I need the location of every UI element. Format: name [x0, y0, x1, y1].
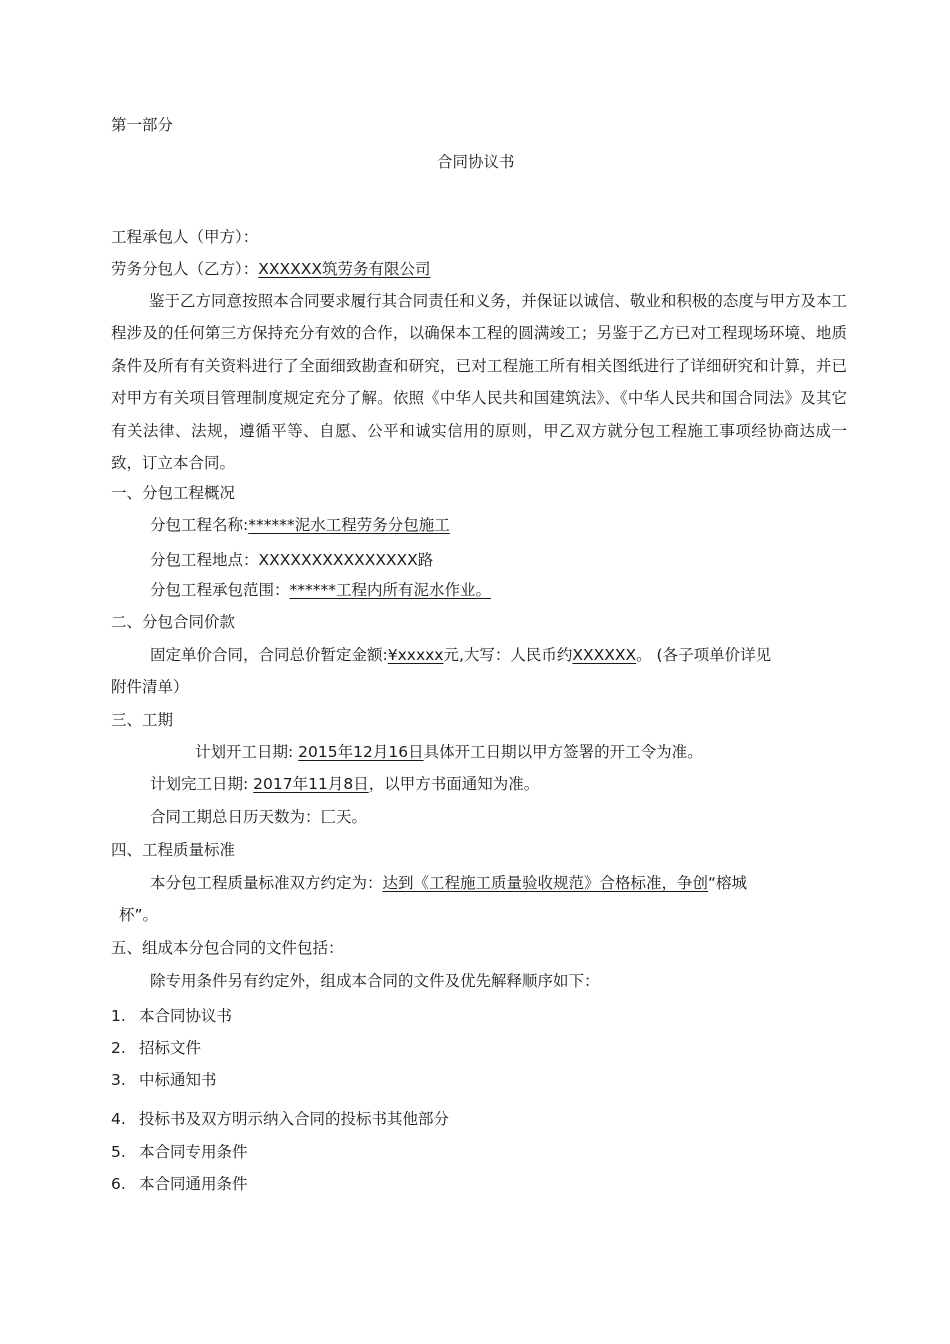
quality-line: [150, 872, 747, 894]
section-5-heading: 五、组成本分包合同的文件包括：: [111, 939, 344, 957]
section-3-heading: 三、工期: [111, 711, 174, 729]
party-b-label: 劳务分包人（乙方）：: [111, 260, 259, 278]
list-item-number: 6.: [111, 1175, 126, 1193]
contract-price-line: [150, 644, 771, 666]
project-site-value: XXXXXXXXXXXXXXX路: [258, 551, 434, 569]
project-site-label: 分包工程地点：: [150, 551, 259, 569]
preamble-paragraph: 鉴于乙方同意按照本合同要求履行其合同责任和义务，并保证以诚信、敬业和积极的态度与甲方及本工程涉及的任何第三方保持充分有效的合作，以确保本工程的圆满竣工；另鉴于乙方已对工程现场环境、地质条件及所有有关资料进行了全面细致勘查和研究，已对工程施工所有相关图纸进行了详细研究和计算，并已对甲方有关项目管理制度规定充分了解。依照《中华人民共和国建筑法》、《中华人民共和国合同法》及其它有关法律、法规，遵循平等、自愿、公平和诚实信用的原则，甲乙双方就分包工程施工事项经协商达成一致，订立本合同。: [111, 292, 847, 473]
project-name-line: [150, 514, 450, 536]
project-scope-line: [150, 579, 491, 601]
quality-standard: 达到《工程施工质量验收规范》合格标准，争创: [382, 874, 709, 892]
list-item-text: 中标通知书: [139, 1071, 217, 1089]
list-item-number: 5.: [111, 1143, 126, 1161]
document-title: 合同协议书: [437, 153, 515, 171]
quality-text-1: 本分包工程质量标准双方约定为：: [150, 874, 383, 892]
price-amount: ¥xxxxx: [387, 646, 444, 664]
end-date-note: ，以甲方书面通知为准。: [368, 775, 540, 793]
price-text-3: 。 (各子项单价详见: [636, 646, 772, 664]
start-date-line: [195, 741, 703, 763]
end-date-line: [150, 773, 539, 795]
list-item-text: 本合同协议书: [139, 1007, 233, 1025]
list-item: [111, 1005, 232, 1027]
project-name-label: 分包工程名称:: [150, 516, 249, 534]
quality-text-3: 杯”。: [119, 906, 159, 924]
section-2-heading: 二、分包合同价款: [111, 613, 236, 631]
documents-intro: 除专用条件另有约定外，组成本合同的文件及优先解释顺序如下：: [150, 972, 600, 990]
price-text-1: 固定单价合同，合同总价暂定金额:: [150, 646, 388, 664]
end-date-value: 2017年11月8日: [253, 775, 369, 793]
list-item: [111, 1173, 248, 1195]
list-item-number: 3.: [111, 1071, 126, 1089]
project-name-value: ******泥水工程劳务分包施工: [248, 516, 450, 534]
list-item-number: 2.: [111, 1039, 126, 1057]
list-item-text: 投标书及双方明示纳入合同的投标书其他部分: [139, 1110, 450, 1128]
duration-line: 合同工期总日历天数为：匚天。: [150, 808, 368, 826]
section-4-heading: 四、工程质量标准: [111, 841, 236, 859]
list-item: [111, 1108, 449, 1130]
price-text-2: 元,大写：人民币约: [443, 646, 573, 664]
section-1-heading: 一、分包工程概况: [111, 484, 236, 502]
party-b-name: XXXXXX筑劳务有限公司: [258, 260, 431, 278]
start-date-value: 2015年12月16日: [298, 743, 424, 761]
list-item: [111, 1069, 217, 1091]
part-label: 第一部分: [111, 116, 174, 134]
start-date-label: 计划开工日期:: [195, 743, 294, 761]
party-a-line: 工程承包人（甲方）：: [111, 228, 259, 246]
project-scope-value: ******工程内所有泥水作业。: [289, 581, 492, 599]
list-item-text: 本合同专用条件: [139, 1143, 248, 1161]
party-b-line: [111, 258, 430, 280]
price-amount-words: XXXXXX: [572, 646, 637, 664]
list-item-number: 4.: [111, 1110, 126, 1128]
list-item-text: 招标文件: [139, 1039, 202, 1057]
price-text-4: 附件清单）: [111, 678, 189, 696]
quality-text-2: “榕城: [708, 874, 748, 892]
list-item: [111, 1037, 201, 1059]
end-date-label: 计划完工日期:: [150, 775, 249, 793]
project-scope-label: 分包工程承包范围：: [150, 581, 290, 599]
project-site-line: [150, 549, 433, 571]
start-date-note: 具体开工日期以甲方签署的开工令为准。: [423, 743, 703, 761]
list-item-text: 本合同通用条件: [139, 1175, 248, 1193]
list-item-number: 1.: [111, 1007, 126, 1025]
list-item: [111, 1141, 248, 1163]
